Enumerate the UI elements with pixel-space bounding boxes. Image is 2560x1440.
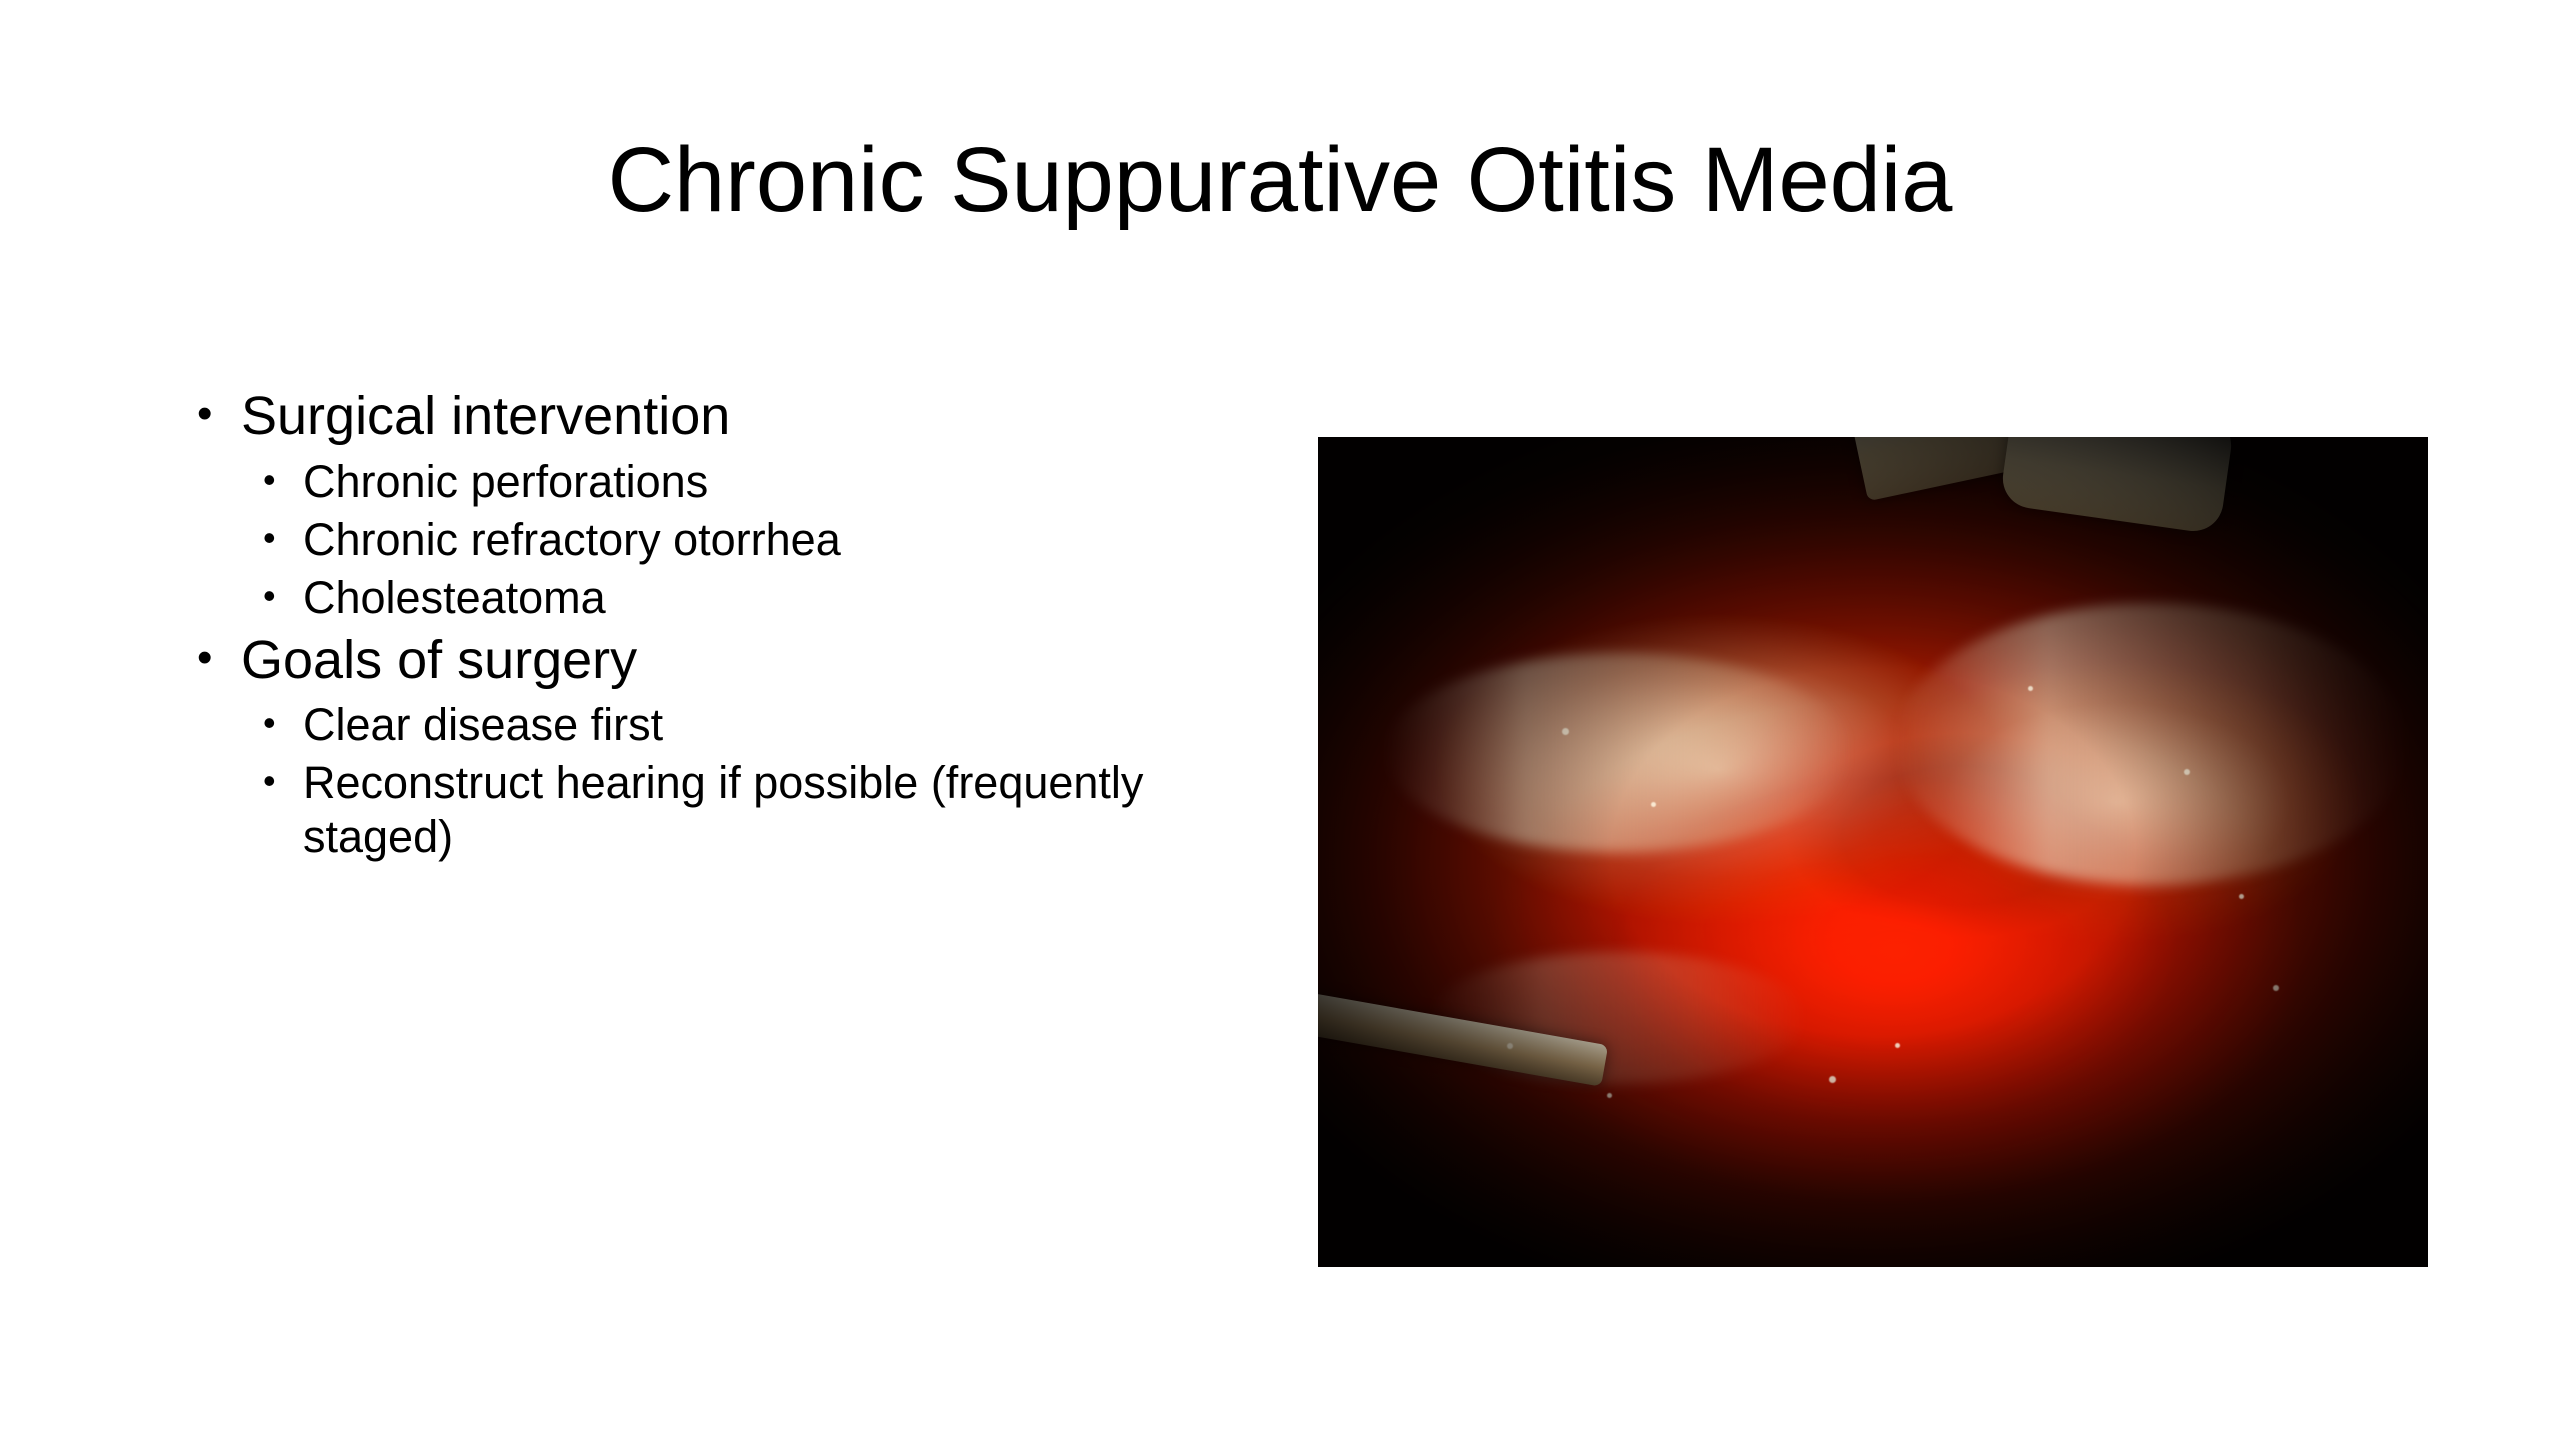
content-body [185,385,1295,868]
list-item-label: Reconstruct hearing if possible (frequently staged) [303,757,1144,863]
list-item-label: Surgical intervention [241,386,731,446]
list-item-label: Goals of surgery [241,629,638,690]
list-item [241,571,1295,625]
bullet-glyph-icon: • [263,760,276,802]
bullet-glyph-icon: • [263,574,276,616]
photo-vignette [1318,437,2428,1267]
bullet-glyph-icon: • [197,389,213,438]
page-title: Chronic Suppurative Otitis Media [607,129,1953,231]
bullet-list-level2 [241,698,1295,864]
list-item [185,629,1295,865]
list-item [241,756,1295,864]
list-item-label: Chronic refractory otorrhea [303,513,841,565]
bullet-list-level1 [185,385,1295,864]
list-item [241,513,1295,567]
bullet-list-level2 [241,455,1295,625]
bullet-glyph-icon: • [263,516,276,558]
intraoperative-ear-surgery-photo [1318,437,2428,1267]
list-item-label: Clear disease first [303,699,664,751]
bullet-glyph-icon: • [263,702,276,744]
list-item-label: Chronic perforations [303,455,709,507]
bullet-glyph-icon: • [263,458,276,500]
list-item [241,455,1295,509]
list-item [241,698,1295,752]
list-item-label: Cholesteatoma [303,571,606,623]
list-item [185,385,1295,625]
bullet-glyph-icon: • [197,632,213,682]
